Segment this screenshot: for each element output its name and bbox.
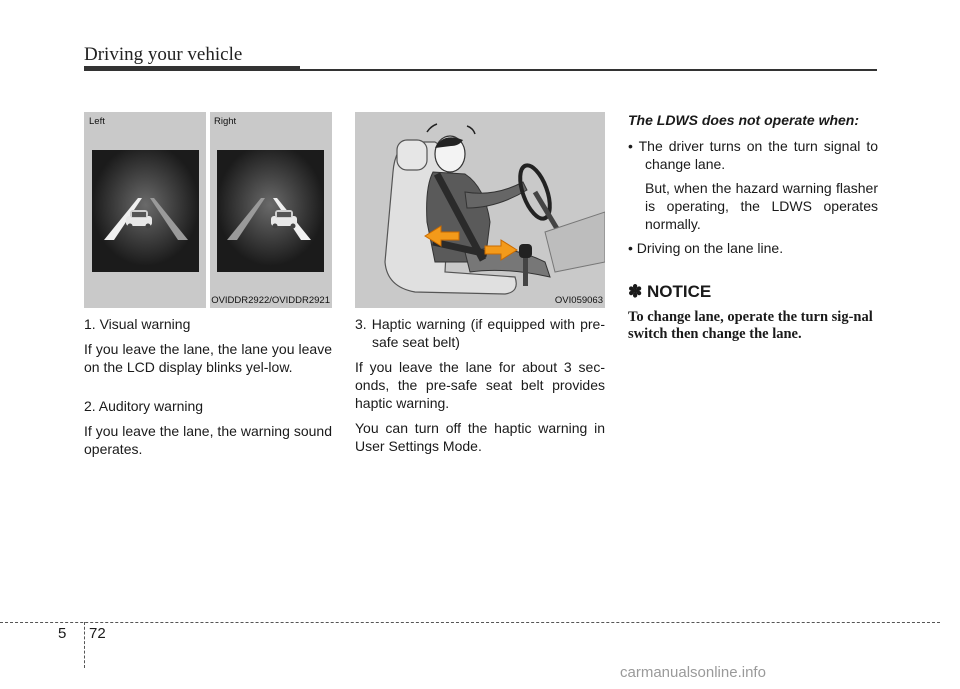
watermark-link[interactable]: carmanualsonline.info [620, 664, 766, 681]
left-lane-illustration [92, 150, 199, 272]
lcd-display-figure [84, 112, 332, 308]
header-rule [300, 69, 877, 71]
left-lcd-screen [92, 150, 199, 272]
lane-line-bullet: • Driving on the lane line. [628, 240, 784, 256]
section-number: 5 [58, 625, 67, 642]
driver-seatbelt-figure [355, 112, 605, 308]
haptic-warning-body: If you leave the lane for about 3 sec-onds, the pre-safe seat belt provides haptic warning. [355, 359, 605, 411]
figure2-caption: OVI059063 [554, 295, 603, 306]
auditory-warning-body: If you leave the lane, the warning sound operates. [84, 423, 332, 457]
figure1-caption: OVIDDR2922/OVIDDR2921 [211, 295, 330, 306]
panel-divider [206, 112, 210, 308]
right-lcd-screen [217, 150, 324, 272]
column-1 [84, 315, 332, 465]
auditory-warning-heading: 2. Auditory warning [84, 398, 204, 414]
visual-warning-heading: 1. Visual warning [84, 316, 191, 332]
page-number: 72 [89, 625, 106, 642]
hazard-flasher-note: But, when the hazard warning flasher is operating, the LDWS operates normally. [645, 180, 878, 232]
column-2 [355, 315, 605, 462]
header-bar [84, 66, 300, 71]
ldws-not-operate-heading: The LDWS does not operate when: [628, 112, 860, 128]
left-panel-label: Left [89, 116, 105, 127]
column-3 [628, 112, 878, 343]
footer-rule [0, 622, 940, 623]
footer-divider [84, 622, 85, 668]
page-header-title: Driving your vehicle [84, 44, 243, 65]
visual-warning-body: If you leave the lane, the lane you leave on the LCD display blinks yel-low. [84, 341, 332, 375]
right-panel-label: Right [214, 116, 237, 127]
haptic-warning-heading: 3. Haptic warning (if equipped with pre-safe seat belt) [355, 316, 605, 350]
notice-title: ✽ NOTICE [628, 282, 712, 301]
notice-body: To change lane, operate the turn sig-nal switch then change the lane. [628, 309, 873, 342]
haptic-warning-settings: You can turn off the haptic warning in User Settings Mode. [355, 420, 605, 454]
turn-signal-bullet: • The driver turns on the turn signal to change lane. [628, 138, 878, 172]
right-lane-illustration [217, 150, 324, 272]
driver-illustration [355, 112, 605, 308]
